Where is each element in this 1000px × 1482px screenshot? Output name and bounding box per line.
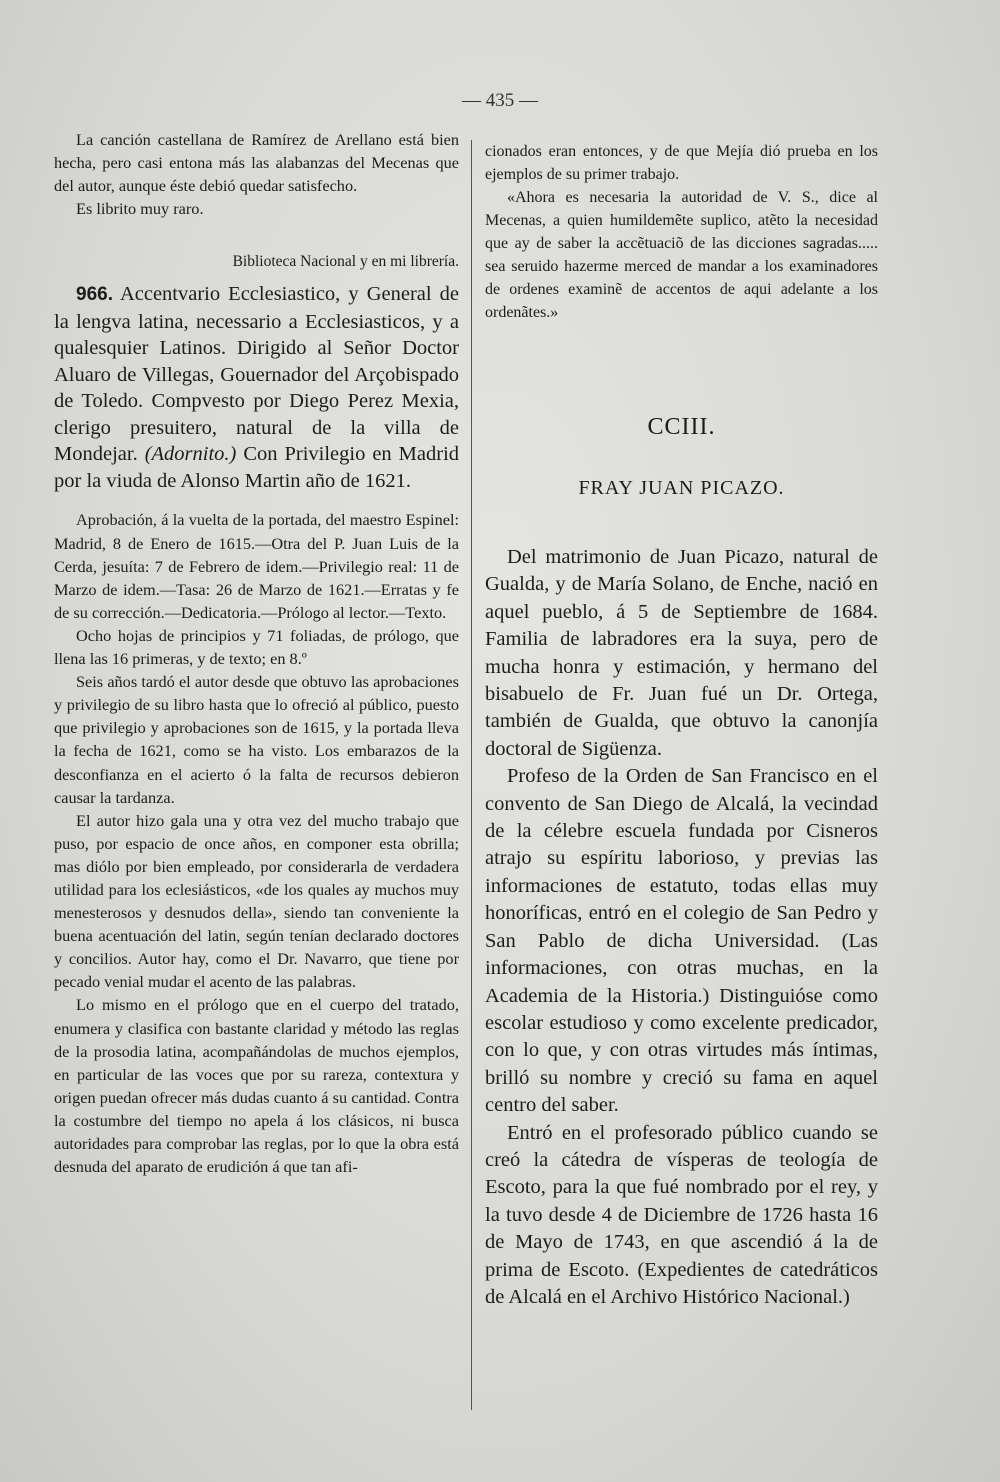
page-number: — 435 — xyxy=(462,90,538,111)
bibliographic-entry xyxy=(54,281,459,494)
entry-ornament: (Adornito.) xyxy=(144,443,237,466)
chapter-number: CCIII. xyxy=(647,414,716,440)
paragraph: Aprobación, á la vuelta de la portada, del maestro Espinel: Madrid, 8 de Enero de 1615.—Otra del P. Juan Luis de la Cerda, jesuíta: 7 de Febrero de idem.—Privilegio real: 11 de Marzo de idem.—Tasa: 26 de Marzo de 1621.—Erratas y fe de su corrección.—Dedicatoria.—Prólogo al lector.—Texto. xyxy=(54,510,459,622)
paragraph: Seis años tardó el autor desde que obtuvo las aprobaciones y privilegio de su libro hasta que lo ofreció al público, puesto que privilegio y aprobaciones son de 1615, y la portada lleva la fecha de 1621, como se ha visto. Los embarazos de la desconfianza en el acierto ó la falta de recursos debieron causar la tardanza. xyxy=(54,672,459,807)
entry-number: 966. xyxy=(76,284,113,306)
paragraph: Del matrimonio de Juan Picazo, natural de Gualda, y de María Solano, de Enche, nació en aquel pueblo, á 5 de Septiembre de 1684. Familia de labradores era la suya, pero de mucha honra y estimación, y hermano del bisabuelo de Fr. Juan fué un Dr. Ortega, también de Gualda, que obtuvo la canonjía doctoral de Sigüenza. xyxy=(485,546,878,760)
paragraph: El autor hizo gala una y otra vez del mucho trabajo que puso, por espacio de once años, en componer esta obrilla; mas diólo por bien empleado, por considerarla de verdadera utilidad para los eclesiásticos, «de los quales ay muchos muy menesterosos y desnudos della», siendo tan conveniente la buena acentuación del latin, según tenían declarado doctores y concilios. Autor hay, como el Dr. Navarro, que tiene por pecado venial mudar el acento de las palabras. xyxy=(54,810,459,992)
entry-imprint: Con Privilegio en Madrid por la viuda de Alonso Martin año de 1621. xyxy=(54,443,460,492)
paragraph: Profeso de la Orden de San Francisco en el convento de San Diego de Alcalá, la vecindad de la célebre escuela fundada por Cisneros atrajo su espíritu laborioso, y previas las informaciones de estatuto, todas ellas muy honoríficas, entró en el colegio de San Pedro y San Pablo de dicha Universidad. (Las informaciones, con otras muchas, en la Academia de la Historia.) Distinguióse como escolar estudioso y como excelente predicador, con lo que, y con otras virtudes más íntimas, brilló su nombre y creció su fama en aquel centro del saber. xyxy=(485,765,878,1117)
quotation: «Ahora es necesaria la autoridad de V. S., dice al Mecenas, a quien humildemẽte suplico, atẽto la necesidad que ay de saber la accẽtuaciõ de las dicciones sagradas..... sea seruido hazerme merced de mandar a los examinadores de ordenes examinẽ de accentos de aqui adelante a los ordenãtes.» xyxy=(485,189,878,321)
paragraph: Es librito muy raro. xyxy=(76,199,204,219)
right-column xyxy=(485,140,878,1311)
paragraph: La canción castellana de Ramírez de Arellano está bien hecha, pero casi entona más las alabanzas del Mecenas que del autor, aunque éste debió quedar satisfecho. xyxy=(54,130,459,196)
column-divider xyxy=(471,140,472,1410)
left-column xyxy=(54,128,459,1178)
library-source: Biblioteca Nacional y en mi librería. xyxy=(232,253,459,271)
entry-title: Accentvario Ecclesiastico, y General de la lengva latina, necessario a Ecclesiasticos, y a qualesquier Latinos. Dirigido al Señor Doctor Aluaro de Villegas, Gouernador del Arçobispado de Toledo. Compvesto por Diego Perez Mexia, clerigo presuitero, natural de la villa de Mondejar. xyxy=(54,283,459,466)
chapter-title: FRAY JUAN PICAZO. xyxy=(578,477,785,499)
paragraph: Ocho hojas de principios y 71 foliadas, de prólogo, que llena las 16 primeras, y de texto; en 8.º xyxy=(54,625,459,669)
paragraph: Lo mismo en el prólogo que en el cuerpo del tratado, enumera y clasifica con bastante claridad y método las reglas de la prosodia latina, acompañándolas de muchos ejemplos, en particular de las voces que por su rareza, contextura y origen puedan ofrecer más dudas cuanto á su cantidad. Contra la costumbre del tiempo no apela á los clásicos, ni busca autoridades para comprobar las reglas, por lo que la obra está desnuda del aparato de erudición á que tan afi- xyxy=(54,995,459,1177)
paragraph: Entró en el profesorado público cuando se creó la cátedra de vísperas de teología de Escoto, para la que fué nombrado por el rey, y la tuvo desde 4 de Diciembre de 1726 hasta 16 de Mayo de 1743, en que ascendió á la de prima de Escoto. (Expedientes de catedráticos de Alcalá en el Archivo Histórico Nacional.) xyxy=(485,1121,878,1308)
paragraph: cionados eran entonces, y de que Mejía dió prueba en los ejemplos de su primer trabajo. xyxy=(485,143,878,183)
